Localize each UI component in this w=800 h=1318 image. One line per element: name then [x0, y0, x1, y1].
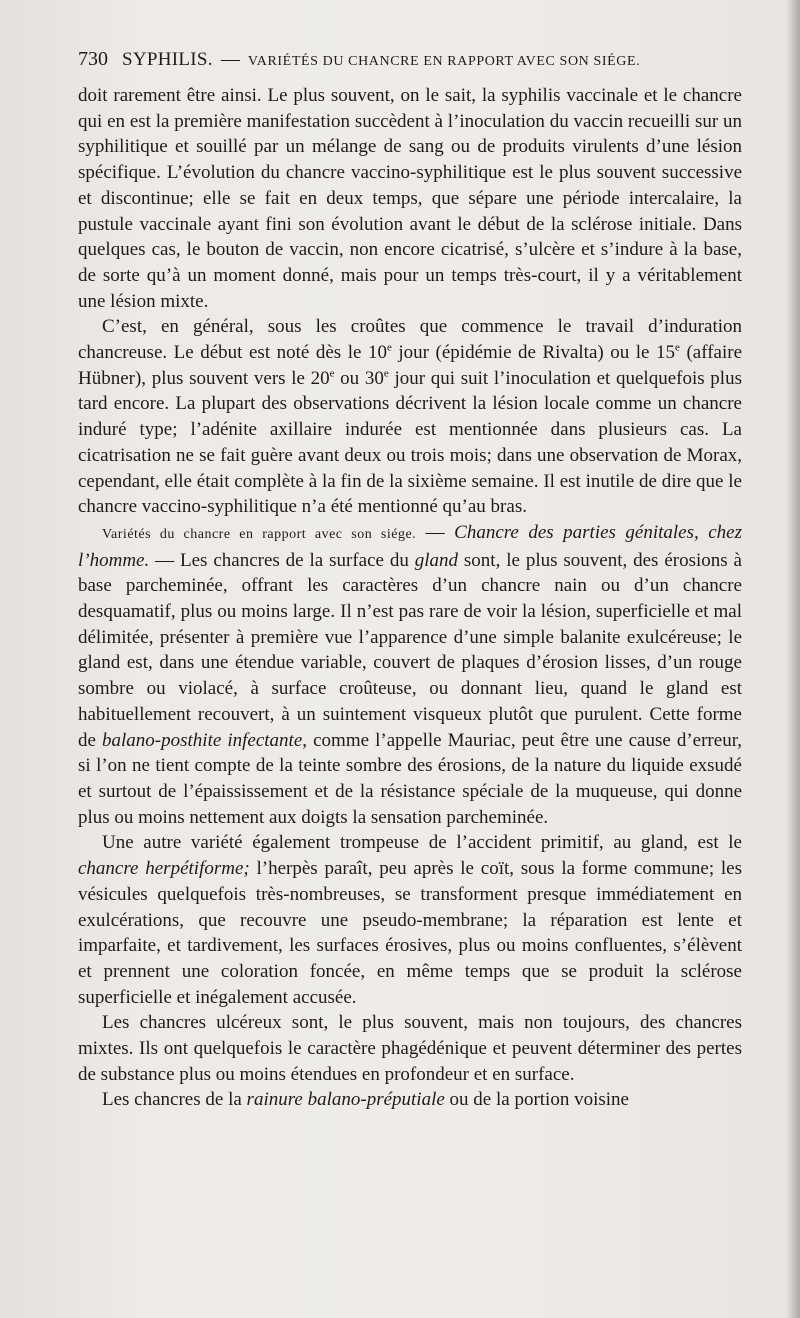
- p2-sup-1: e: [386, 341, 392, 354]
- p2-sup-2: e: [675, 341, 680, 354]
- page-number: 730: [78, 48, 108, 70]
- p3-text-a: —: [416, 521, 455, 543]
- p3-italic-3: balano-posthite infectante: [102, 729, 303, 751]
- p5-text: Les chancres ulcéreux sont, le plus souvent, mais non toujours, des chancres mixtes. Ils ont quelquefois le caractère phagédénique et peuvent déterminer des pertes de substance plus ou moins étendues en profondeur et en surface.: [78, 1012, 742, 1085]
- running-title: SYPHILIS.: [122, 49, 213, 70]
- p6-text-a: Les chancres de la: [102, 1089, 247, 1111]
- p3-italic-1: Chancre des parties génitales, chez l’homme.: [78, 521, 742, 571]
- p6-italic-1: rainure balano-préputiale: [246, 1089, 445, 1111]
- running-header: [78, 44, 742, 77]
- paragraph-1-text: doit rarement être ainsi. Le plus souvent, on le sait, la syphilis vaccinale et le chancre qui en est la première manifestation succèdent à l’inoculation du vaccin recueilli sur un syphilitique et souillé par un mélange de sang ou de produits virulents d’une lésion spécifique. L’évolution du chancre vaccino-syphilitique est le plus souvent successive et discontinue; elle se fait en deux temps, que sépare une période intercalaire, la pustule vaccinale ayant fini son évolution avant le début de la sclérose initiale. Dans quelques cas, le bouton de vaccin, non encore cicatrisé, s’ulcère et s’indure à la base, de sorte qu’à un moment donné, mais pour un temps très-court, il y a véritablement une lésion mixte.: [78, 85, 742, 312]
- p2-text-d: ou 30: [334, 367, 384, 389]
- p2-text-c: (affaire Hübner), plus souvent vers le 20: [78, 342, 742, 389]
- paragraph-1: [78, 83, 742, 314]
- p3-italic-2: gland: [414, 549, 459, 571]
- p2-sup-4: e: [383, 367, 389, 380]
- p2-text-e: jour qui suit l’inoculation et quelquefois plus tard encore. La plupart des observations décrivent la lésion locale comme un chancre induré type; l’adénite axillaire indurée est mentionnée dans plusieurs cas. La cicatrisation ne se fait guère avant deux ou trois mois; dans une observation de Morax, cependant, elle était complète à la fin de la sixième semaine. Il est inutile de dire que le chancre vaccino-syphilitique n’a été mentionné qu’au bras.: [78, 367, 742, 518]
- p2-sup-3: e: [329, 367, 335, 380]
- paragraph-2: [78, 314, 742, 520]
- p4-italic-1: chancre herpétiforme;: [78, 858, 250, 880]
- p3-text-c: sont, le plus souvent, des érosions à base parcheminée, offrant les caractères d’un chancre nain ou d’un chancre desquamatif, plus ou moins large. Il n’est pas rare de voir la lésion, superficielle et mal délimitée, présenter à première vue l’apparence d’une simple balanite exulcéreuse; le gland est, dans une étendue variable, couvert de plaques d’érosion lisses, d’un rouge sombre ou violacé, à surface croûteuse, ou donnant lieu, quand le gland est habituellement recouvert, à un suintement visqueux plutôt que purulent. Cette forme de: [78, 549, 742, 751]
- section-heading: Variétés du chancre en rapport avec son siége.: [102, 526, 417, 542]
- paragraph-6: [78, 1087, 742, 1113]
- paragraph-4: [78, 830, 742, 1010]
- p3-text-d: , comme l’appelle Mauriac, peut être une cause d’erreur, si l’on ne tient compte de la teinte sombre des érosions, de la nature du liquide exsudé et surtout de l’épaississement et de la résistance spéciale de la muqueuse, qui donne plus ou moins nettement aux doigts la sensation parcheminée.: [78, 729, 743, 828]
- paragraph-5: [78, 1010, 742, 1087]
- header-dash: —: [220, 49, 240, 70]
- running-subtitle: VARIÉTÉS DU CHANCRE EN RAPPORT AVEC SON SIÉGE.: [247, 54, 641, 69]
- page-gutter-shadow: [786, 0, 800, 1318]
- p6-text-b: ou de la portion voisine: [444, 1089, 629, 1111]
- body-text: [78, 83, 742, 1113]
- p4-text-b: l’herpès paraît, peu après le coït, sous la forme commune; les vésicules quelquefois très-nombreuses, se transforment presque immédiatement en exulcérations, que recouvre une pseudo-membrane; la réparation est lente et imparfaite, et tardivement, les surfaces érosives, plus ou moins confluentes, s’élèvent et prennent une coloration foncée, en même temps que se produit la sclérose superficielle et inégalement accusée.: [78, 858, 742, 1008]
- p2-text-a: C’est, en général, sous les croûtes que commence le travail d’induration chancreuse. Le début est noté dès le 10: [78, 316, 742, 364]
- p2-text-b: jour (épidémie de Rivalta) ou le 15: [391, 342, 676, 364]
- p3-text-b: — Les chancres de la surface du: [149, 549, 415, 571]
- paragraph-3: [78, 520, 742, 830]
- p4-text-a: Une autre variété également trompeuse de l’accident primitif, au gland, est le: [102, 832, 742, 854]
